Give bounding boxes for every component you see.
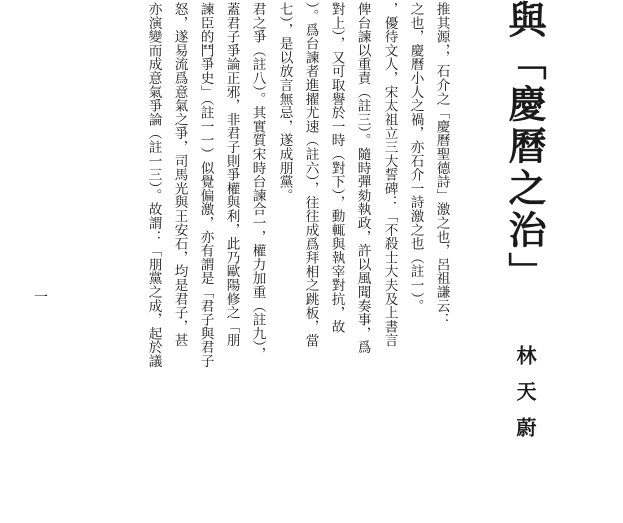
text-column: 七），是以放言無忌，遂成朋黨。 <box>276 2 293 203</box>
text-column: 對上），又可取譽於一時（對下），動輒與執宰對抗，故 <box>328 2 345 334</box>
page-number: 一 <box>34 290 48 306</box>
text-column: 怒，遂易流爲意氣之爭，司馬光與王安石，均是君子，甚 <box>171 2 188 347</box>
text-column: 推其源，，石介之「慶曆聖德詩」激之也，呂祖謙云： <box>433 2 450 327</box>
text-column: 亦演變而成意氣爭論（註一三）。故謂：「朋黨之成，起於議 <box>145 2 162 368</box>
text-column: 之也，慶曆小人之禍，亦石介一詩激之也（註一）。 <box>407 2 424 313</box>
article-title: 與「慶曆之治」 <box>502 0 547 294</box>
text-column: 君之爭（註八）。其實質宋時台諫合一，權力加重（註九）， <box>249 2 266 361</box>
text-column: ，優待文人，宋太祖立三大誓碑：「不殺士大夫及上書言 <box>381 2 398 347</box>
author-name: 林天蔚 <box>513 345 537 453</box>
text-column: 俾台諫以重責（註三）。隨時彈劾執政，許以風聞奏事，爲 <box>354 2 371 354</box>
text-column: 蓋君子爭論正邪，非君子則爭權與利，此乃歐陽修之「朋 <box>223 2 240 347</box>
text-column: 諫臣的鬥爭史」（註一一）似覺偏激，亦有謂是「君子與君子 <box>197 2 214 368</box>
text-column: ）。爲台諫者進擢尤速（註六），往往成爲拜相之跳板，當 <box>302 2 319 348</box>
